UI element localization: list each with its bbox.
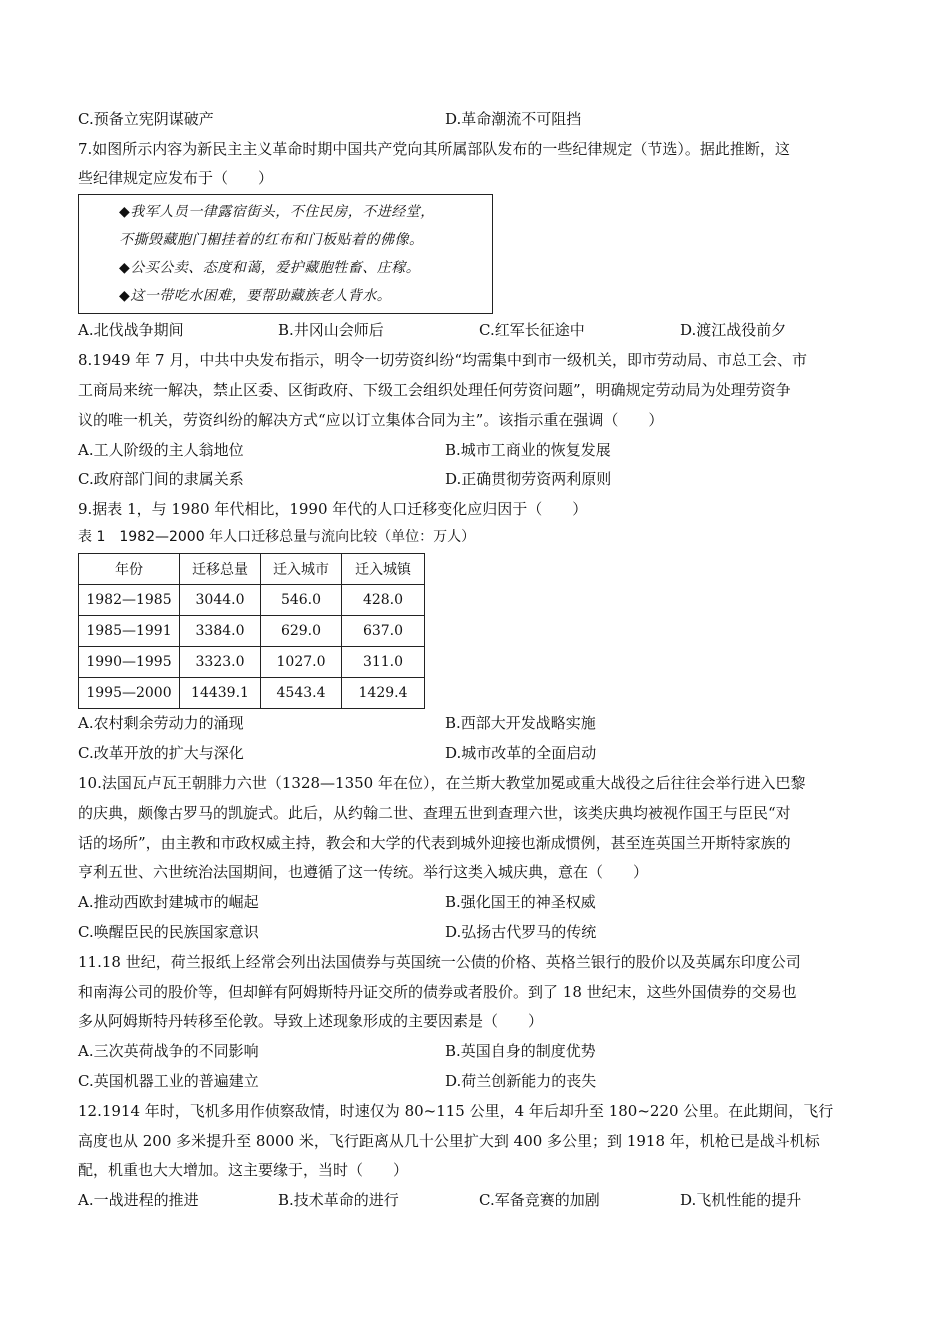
q11-option-c: C.英国机器工业的普遍建立 — [78, 1072, 259, 1090]
q10-options-row1 — [0, 890, 950, 914]
table-header-cell: 迁入城镇 — [342, 554, 425, 585]
table-cell: 1982—1985 — [79, 585, 180, 616]
table-cell: 1990—1995 — [79, 647, 180, 678]
table-header-cell: 年份 — [79, 554, 180, 585]
table-cell: 311.0 — [342, 647, 425, 678]
table-header-cell: 迁移总量 — [180, 554, 261, 585]
q6-option-d: D.革命潮流不可阻挡 — [445, 110, 582, 128]
q7-option-d: D.渡江战役前夕 — [680, 321, 787, 339]
table-cell: 1995—2000 — [79, 678, 180, 709]
q12-stem-line: 12.1914 年时，飞机多用作侦察敌情，时速仅为 80~115 公里，4 年后却升至 180~220 公里。在此期间，飞行 — [78, 1102, 834, 1120]
q8-options-row2 — [0, 467, 950, 491]
q9-option-b: B.西部大开发战略实施 — [445, 714, 596, 732]
q6-option-c: C.预备立宪阴谋破产 — [78, 110, 214, 128]
q12-stem-line: 高度也从 200 多米提升至 8000 米，飞行距离从几十公里扩大到 400 多公里；到 1918 年，机枪已是战斗机标 — [78, 1132, 820, 1150]
q8-option-b: B.城市工商业的恢复发展 — [445, 441, 611, 459]
q12-option-d: D.飞机性能的提升 — [680, 1191, 802, 1209]
q11-stem-line: 11.18 世纪，荷兰报纸上经常会列出法国债券与英国统一公债的价格、英格兰银行的股价以及英属东印度公司 — [78, 953, 801, 971]
q8-stem-line: 议的唯一机关，劳资纠纷的解决方式“应以订立集体合同为主”。该指示重在强调（ ） — [78, 411, 664, 429]
q7-stem-line2: 些纪律规定应发布于（ ） — [78, 169, 274, 187]
table-cell: 14439.1 — [180, 678, 261, 709]
table-cell: 3384.0 — [180, 616, 261, 647]
q10-option-d: D.弘扬古代罗马的传统 — [445, 923, 597, 941]
q7-stem-line1: 7.如图所示内容为新民主主义革命时期中国共产党向其所属部队发布的一些纪律规定（节选）。据此推断，这 — [78, 140, 790, 158]
table-cell: 3323.0 — [180, 647, 261, 678]
table-cell: 3044.0 — [180, 585, 261, 616]
q7-option-c: C.红军长征途中 — [479, 321, 585, 339]
q11-option-a: A.三次英荷战争的不同影响 — [78, 1042, 259, 1060]
q7-option-a: A.北伐战争期间 — [78, 321, 184, 339]
q8-option-d: D.正确贯彻劳资两利原则 — [445, 470, 612, 488]
q10-stem-line: 10.法国瓦卢瓦王朝腓力六世（1328—1350 年在位），在兰斯大教堂加冕或重大战役之后往往会举行进入巴黎 — [78, 774, 806, 792]
q10-stem-line: 话的场所”，由主教和市政权威主持，教会和大学的代表到城外迎接也渐成惯例，甚至连英国兰开斯特家族的 — [78, 834, 791, 852]
table-cell: 428.0 — [342, 585, 425, 616]
q10-stem-line: 的庆典，颇像古罗马的凯旋式。此后，从约翰二世、查理五世到查理六世，该类庆典均被视作国王与臣民“对 — [78, 804, 791, 822]
table-header-cell: 迁入城市 — [261, 554, 342, 585]
q7-option-b: B.井冈山会师后 — [278, 321, 384, 339]
q7-options-row — [0, 318, 950, 342]
table-cell: 4543.4 — [261, 678, 342, 709]
q10-option-c: C.唤醒臣民的民族国家意识 — [78, 923, 259, 941]
table-cell: 1429.4 — [342, 678, 425, 709]
table-row — [79, 585, 425, 616]
table-cell: 1027.0 — [261, 647, 342, 678]
q12-option-a: A.一战进程的推进 — [78, 1191, 199, 1209]
table-row — [79, 616, 425, 647]
table-cell: 637.0 — [342, 616, 425, 647]
q8-option-c: C.政府部门间的隶属关系 — [78, 470, 244, 488]
q12-option-b: B.技术革命的进行 — [278, 1191, 399, 1209]
q11-options-row2 — [0, 1069, 950, 1093]
q9-migration-table — [78, 553, 425, 709]
q9-option-c: C.改革开放的扩大与深化 — [78, 744, 244, 762]
table-cell: 546.0 — [261, 585, 342, 616]
q7-quote-line: 不撕毁藏胞门楣挂着的红布和门板贴着的佛像。 — [119, 232, 424, 248]
q7-quote-box — [78, 194, 493, 314]
q9-option-d: D.城市改革的全面启动 — [445, 744, 597, 762]
q7-quote-line: ◆公买公卖、态度和蔼，爱护藏胞牲畜、庄稼。 — [119, 260, 421, 276]
q10-stem-line: 亨利五世、六世统治法国期间，也遵循了这一传统。举行这类入城庆典，意在（ ） — [78, 863, 649, 881]
q11-option-d: D.荷兰创新能力的丧失 — [445, 1072, 597, 1090]
q8-options-row1 — [0, 438, 950, 462]
table-cell: 629.0 — [261, 616, 342, 647]
q12-stem-line: 配，机重也大大增加。这主要缘于，当时（ ） — [78, 1161, 409, 1179]
q11-options-row1 — [0, 1039, 950, 1063]
q7-quote-line: ◆这一带吃水困难，要帮助藏族老人背水。 — [119, 288, 392, 304]
table-row — [79, 647, 425, 678]
q12-options-row — [0, 1188, 950, 1212]
q12-option-c: C.军备竞赛的加剧 — [479, 1191, 600, 1209]
q10-option-b: B.强化国王的神圣权威 — [445, 893, 596, 911]
q9-table-caption: 表 1 1982—2000 年人口迁移总量与流向比较（单位：万人） — [78, 529, 476, 545]
q9-options-row1 — [0, 711, 950, 735]
q11-stem-line: 和南海公司的股价等，但却鲜有阿姆斯特丹证交所的债券或者股价。到了 18 世纪末，这些外国债券的交易也 — [78, 983, 797, 1001]
q8-option-a: A.工人阶级的主人翁地位 — [78, 441, 244, 459]
q8-stem-line: 工商局来统一解决，禁止区委、区街政府、下级工会组织处理任何劳资问题”，明确规定劳动局为处理劳资争 — [78, 381, 791, 399]
q11-stem-line: 多从阿姆斯特丹转移至伦敦。导致上述现象形成的主要因素是（ ） — [78, 1012, 544, 1030]
q9-stem: 9.据表 1，与 1980 年代相比，1990 年代的人口迁移变化应归因于（ ） — [78, 500, 588, 518]
table-cell: 1985—1991 — [79, 616, 180, 647]
table-row — [79, 678, 425, 709]
q11-option-b: B.英国自身的制度优势 — [445, 1042, 596, 1060]
q10-options-row2 — [0, 920, 950, 944]
q9-option-a: A.农村剩余劳动力的涌现 — [78, 714, 244, 732]
q7-quote-line: ◆我军人员一律露宿街头，不住民房，不进经堂， — [119, 204, 435, 220]
q6-options-row — [0, 107, 950, 131]
q8-stem-line: 8.1949 年 7 月，中共中央发布指示，明令一切劳资纠纷“均需集中到市一级机关，即市劳动局、市总工会、市 — [78, 351, 808, 369]
table-header-row — [79, 554, 425, 585]
q10-option-a: A.推动西欧封建城市的崛起 — [78, 893, 259, 911]
q9-options-row2 — [0, 741, 950, 765]
